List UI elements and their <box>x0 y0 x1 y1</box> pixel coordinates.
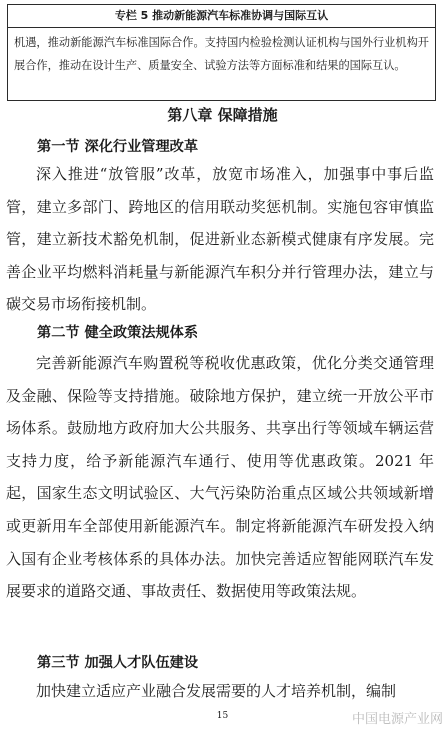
section-title-1: 第一节 深化行业管理改革 <box>37 139 199 155</box>
box-title: 专栏 5 推动新能源汽车标准协调与国际互认 <box>8 5 435 28</box>
section-text-2: 完善新能源汽车购置税等税收优惠政策，优化分类交通管理及金融、保险等支持措施。破除地方保护，建立统一开放公平市场体系。鼓励地方政府加大公共服务、共享出行等领域车辆运营支持力度，给予新能源汽车通行、使用等优惠政策。2021 年起，国家生态文明试验区、大气污染防治重点区域公共领域新增或更新用车全部使用新能源汽车。制定将新能源汽车研发投入纳入国有企业考核体系的具体办法。加快完善适应智能网联汽车发展要求的道路交通、事故责任、数据使用等政策法规。 <box>6 354 434 601</box>
section-text-3: 加快建立适应产业融合发展需要的人才培养机制，编制 <box>36 682 397 700</box>
page-number: 15 <box>216 711 229 721</box>
watermark: 中国电源产业网 <box>351 712 443 727</box>
section-title-2: 第二节 健全政策法规体系 <box>37 325 199 341</box>
chapter-title: 第八章 保障措施 <box>167 106 278 124</box>
box-text: 机遇，推动新能源汽车标准国际合作。支持国内检验检测认证机构与国外行业机构开展合作，推动在设计生产、质量安全、试验方法等方面标准和结果的国际互认。 <box>14 36 429 72</box>
sidebar-box <box>7 4 436 101</box>
section-title-3: 第三节 加强人才队伍建设 <box>37 655 199 671</box>
section-text-1: 深入推进“放管服”改革，放宽市场准入，加强事中事后监管，建立多部门、跨地区的信用联动奖惩机制。实施包容审慎监管，建立新技术豁免机制，促进新业态新模式健康有序发展。完善企业平均燃料消耗量与新能源汽车积分并行管理办法，建立与碳交易市场衔接机制。 <box>6 165 434 314</box>
